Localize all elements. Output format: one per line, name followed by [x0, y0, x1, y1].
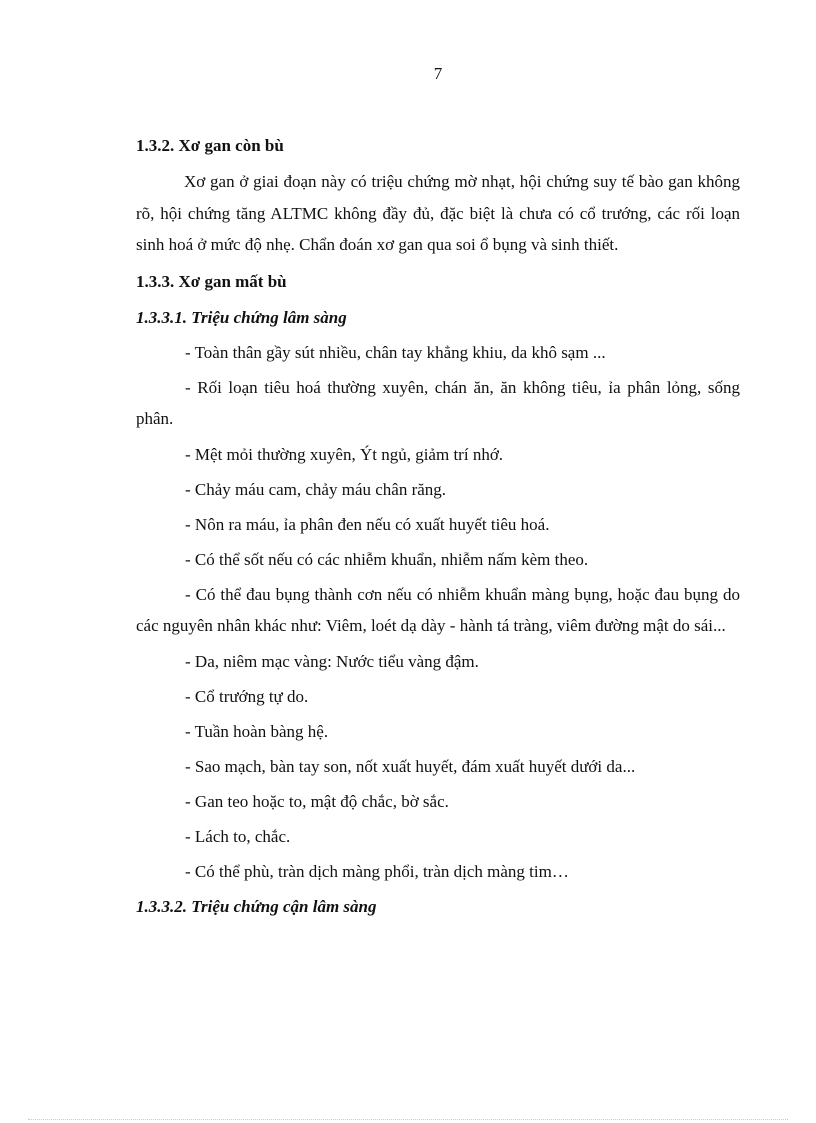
- symptom-item: - Sao mạch, bàn tay son, nốt xuất huyết, đám xuất huyết dưới da...: [185, 756, 636, 776]
- page-number: 7: [433, 64, 443, 83]
- symptom-item: - Cổ trướng tự do.: [185, 686, 309, 706]
- symptom-item: - Chảy máu cam, chảy máu chân răng.: [185, 479, 447, 499]
- symptom-item: - Có thể phù, tràn dịch màng phổi, tràn dịch màng tim…: [185, 861, 569, 881]
- symptom-item: - Tuần hoàn bàng hệ.: [185, 721, 329, 741]
- symptom-item: - Nôn ra máu, ỉa phân đen nếu có xuất huyết tiêu hoá.: [185, 514, 550, 534]
- symptom-item: - Mệt mỏi thường xuyên, Ýt ngủ, giảm trí nhớ.: [185, 444, 504, 464]
- symptom-item: - Lách to, chắc.: [185, 826, 291, 846]
- section-heading-1-3-3: 1.3.3. Xơ gan mất bù: [136, 271, 287, 291]
- symptom-item: - Rối loạn tiêu hoá thường xuyên, chán ăn, ăn không tiêu, ỉa phân lỏng, sống phân.: [136, 377, 740, 428]
- symptom-item: - Da, niêm mạc vàng: Nước tiểu vàng đậm.: [185, 651, 479, 671]
- subsection-heading-1-3-3-1: 1.3.3.1. Triệu chứng lâm sàng: [136, 307, 347, 327]
- page-footer-divider: [28, 1119, 788, 1120]
- document-body: [136, 130, 740, 926]
- symptom-item: - Có thể sốt nếu có các nhiễm khuẩn, nhiễm nấm kèm theo.: [185, 549, 589, 569]
- symptom-item: - Có thể đau bụng thành cơn nếu có nhiễm khuẩn màng bụng, hoặc đau bụng do các nguyên nhân khác như: Viêm, loét dạ dày - hành tá tràng, viêm đường mật do sái...: [136, 584, 740, 635]
- section-heading-1-3-2: 1.3.2. Xơ gan còn bù: [136, 136, 284, 155]
- symptom-item: - Toàn thân gầy sút nhiều, chân tay khẳng khiu, da khô sạm ...: [185, 342, 606, 362]
- symptom-item: - Gan teo hoặc to, mật độ chắc, bờ sắc.: [185, 791, 449, 811]
- section-paragraph-1-3-2: Xơ gan ở giai đoạn này có triệu chứng mờ nhạt, hội chứng suy tế bào gan không rõ, hội chứng tăng ALTMC không đầy đủ, đặc biệt là chưa có cổ trướng, các rối loạn sinh hoá ở mức độ nhẹ. Chẩn đoán xơ gan qua soi ổ bụng và sinh thiết.: [136, 172, 740, 254]
- subsection-heading-1-3-3-2: 1.3.3.2. Triệu chứng cận lâm sàng: [136, 896, 377, 916]
